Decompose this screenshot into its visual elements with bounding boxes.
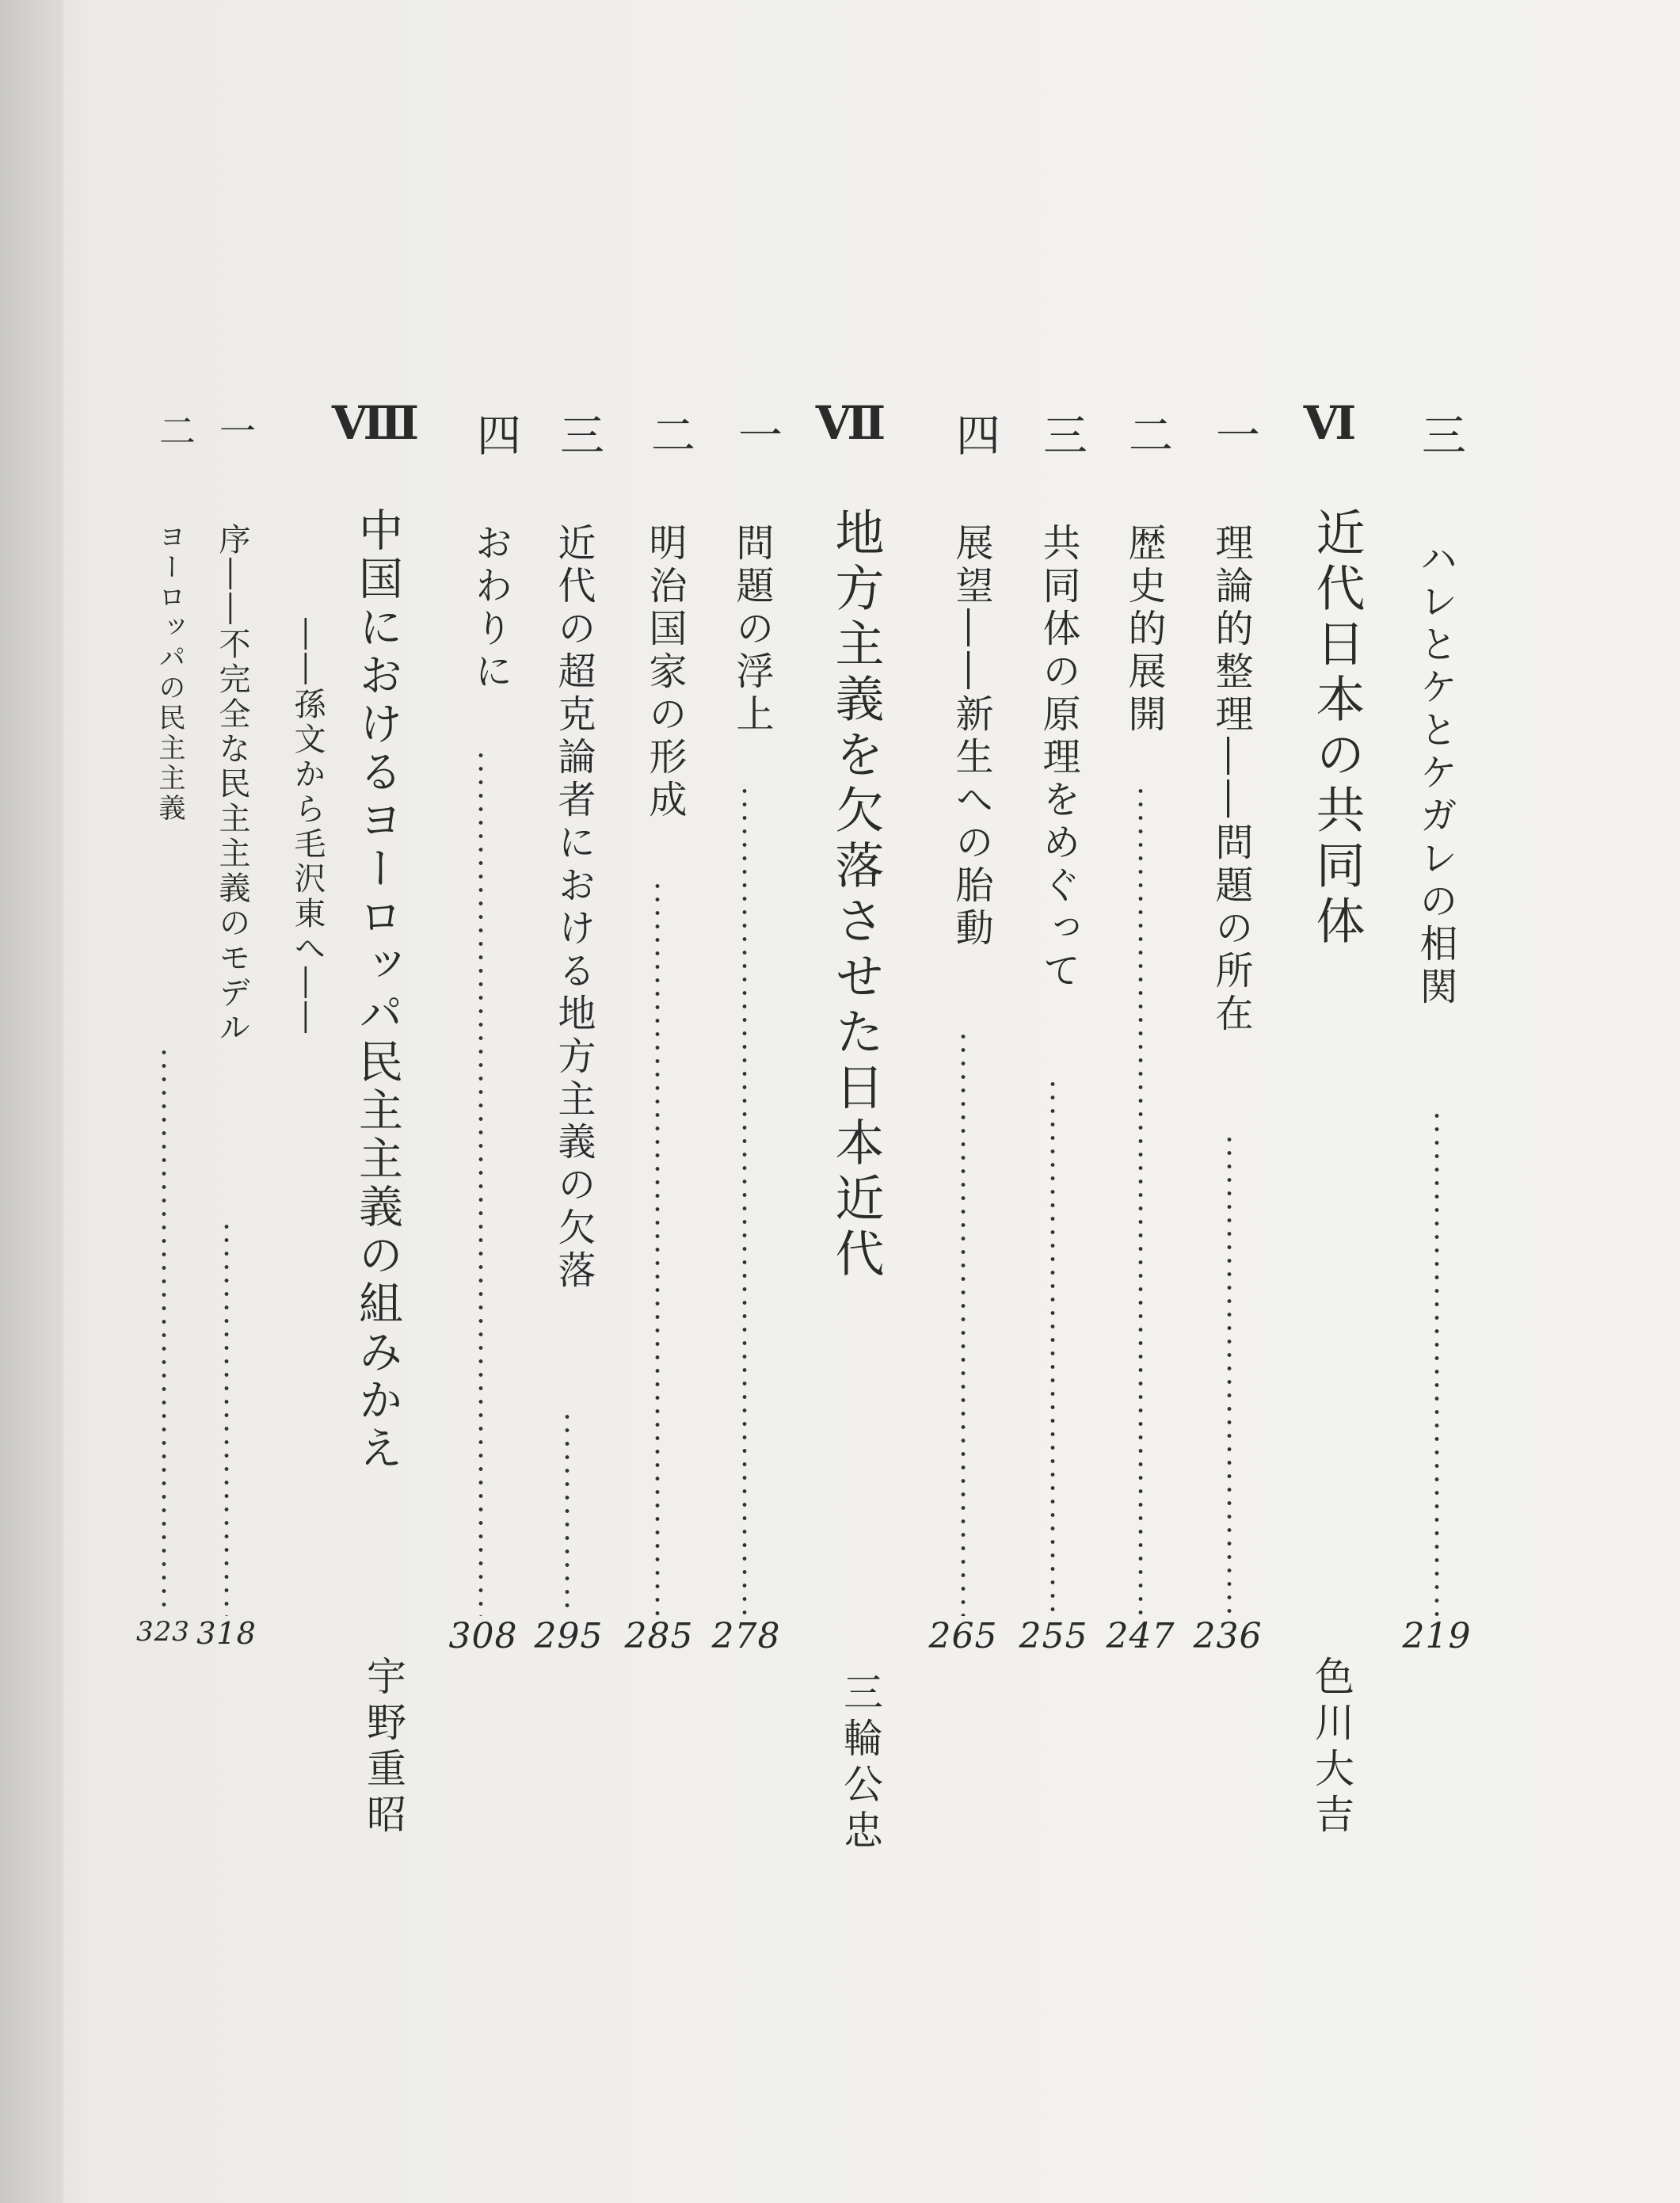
section-title: 展望――新生への胎動 — [949, 523, 993, 951]
page-number: 285 — [624, 1616, 694, 1656]
section-number: 二 — [154, 412, 196, 448]
page-number: 247 — [1106, 1616, 1175, 1656]
chapter-number: Ⅵ — [1303, 396, 1357, 439]
page-number: 219 — [1402, 1616, 1472, 1656]
chapter-author: 色川大吉 — [1309, 1656, 1354, 1839]
section-title: ヨーロッパの民主主義 — [154, 523, 185, 824]
section-number: 一 — [214, 412, 257, 448]
section-title: おわりに — [468, 523, 512, 694]
dot-leader — [741, 784, 748, 1616]
chapter-title: 地方主義を欠落させた日本近代 — [827, 507, 885, 1283]
section-number: 二 — [644, 412, 695, 456]
section-number: 二 — [1122, 412, 1173, 456]
page-number: 265 — [928, 1616, 998, 1656]
section-number: 三 — [1415, 412, 1466, 456]
page-number: 323 — [136, 1616, 190, 1648]
page-number: 278 — [711, 1616, 781, 1656]
section-title: ハレとケとケガレの相関 — [1413, 539, 1457, 1009]
page-number: 308 — [448, 1616, 518, 1656]
page-number: 236 — [1193, 1616, 1263, 1656]
chapter-subtitle: ――孫文から毛沢東へ―― — [289, 618, 326, 1036]
section-number: 一 — [1209, 412, 1260, 456]
dot-leader — [1226, 1133, 1232, 1616]
section-number: 三 — [1036, 412, 1088, 456]
book-gutter-shadow — [0, 0, 63, 2203]
section-number: 三 — [553, 412, 604, 456]
dot-leader — [223, 1220, 230, 1616]
section-title: 歴史的展開 — [1122, 523, 1166, 737]
dot-leader — [478, 749, 484, 1616]
section-number: 一 — [731, 412, 783, 456]
dot-leader — [1434, 1109, 1440, 1616]
page-number: 318 — [196, 1616, 257, 1651]
section-title: 序――不完全な民主主義のモデル — [214, 523, 250, 1046]
dot-leader — [654, 879, 661, 1616]
section-number: 四 — [949, 412, 1000, 456]
page-number: 255 — [1019, 1616, 1088, 1656]
chapter-number: Ⅷ — [349, 396, 402, 439]
chapter-number: Ⅶ — [824, 396, 878, 439]
page-number: 295 — [534, 1616, 604, 1656]
dot-leader — [564, 1410, 570, 1616]
dot-leader — [1050, 1077, 1056, 1616]
section-title: 近代の超克論者における地方主義の欠落 — [551, 523, 596, 1293]
chapter-author: 宇野重昭 — [360, 1656, 406, 1839]
chapter-title: 近代日本の共同体 — [1308, 507, 1366, 951]
section-title: 共同体の原理をめぐって — [1036, 523, 1080, 993]
chapter-title: 中国におけるヨーロッパ民主主義の組みかえ — [352, 507, 403, 1473]
section-number: 四 — [470, 412, 521, 456]
section-title: 理論的整理――問題の所在 — [1209, 523, 1253, 1036]
chapter-author: 三輪公忠 — [837, 1671, 883, 1855]
dot-leader — [1137, 784, 1144, 1616]
section-title: 明治国家の形成 — [642, 523, 687, 822]
section-title: 問題の浮上 — [730, 523, 774, 737]
dot-leader — [960, 1030, 966, 1616]
dot-leader — [161, 1046, 167, 1616]
